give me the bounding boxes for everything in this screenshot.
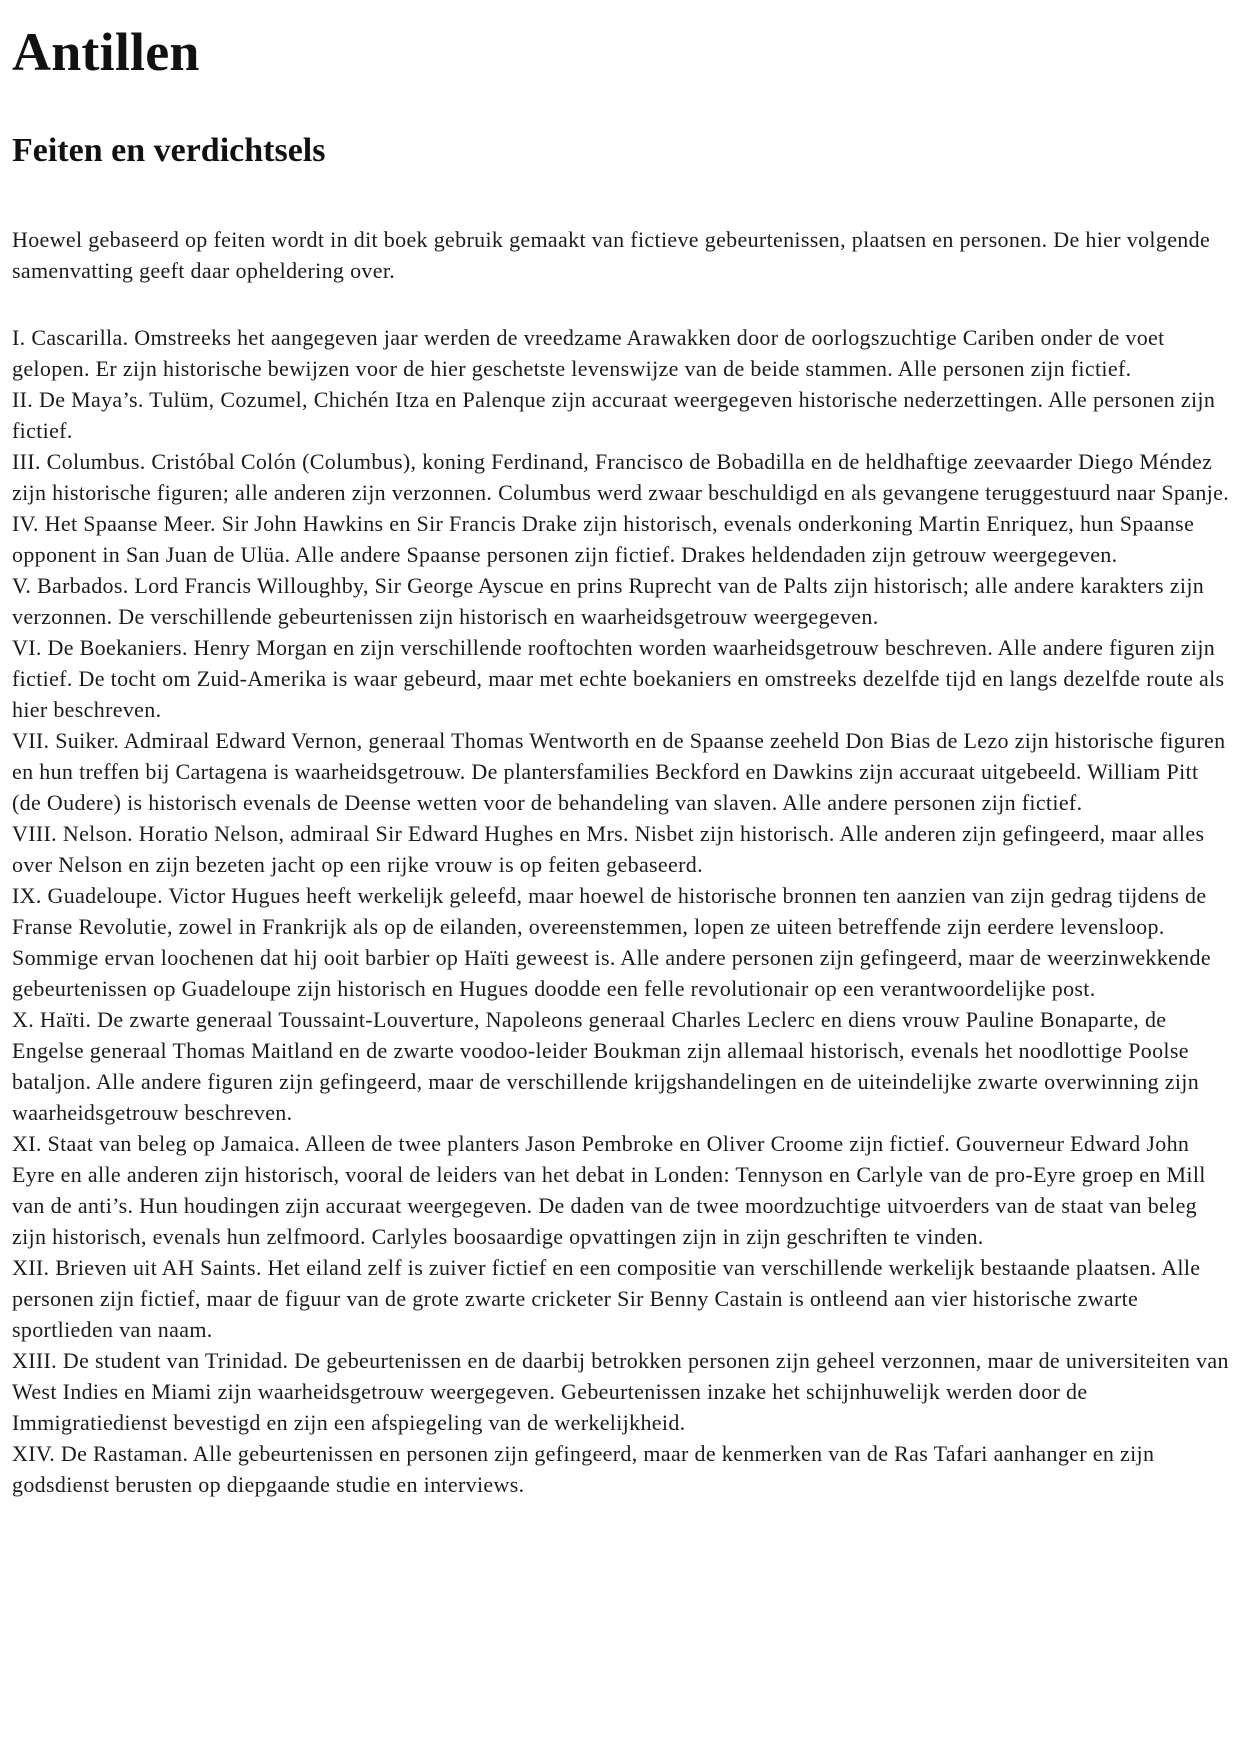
fact-item-8: VIII. Nelson. Horatio Nelson, admiraal Sir Edward Hughes en Mrs. Nisbet zijn historisch. Alle anderen zijn gefingeerd, maar alles over Nelson en zijn bezeten jacht op een rijke vrouw is op feiten gebaseerd.: [12, 821, 1205, 878]
fact-item-13: XIII. De student van Trinidad. De gebeurtenissen en de daarbij betrokken personen zijn geheel verzonnen, maar de universiteiten van West Indies en Miami zijn waarheidsgetrouw weergegeven. Gebeurtenissen inzake het schijnhuwelijk werden door de Immigratiedienst bevestigd en zijn een afspiegeling van de werkelijkheid.: [12, 1348, 1229, 1436]
fact-item-9: IX. Guadeloupe. Victor Hugues heeft werkelijk geleefd, maar hoewel de historische bronnen ten aanzien van zijn gedrag tijdens de Franse Revolutie, zowel in Frankrijk als op de eilanden, overeenstemmen, lopen ze uiteen betreffende zijn eerdere levensloop. Sommige ervan loochenen dat hij ooit barbier op Haïti geweest is. Alle andere personen zijn gefingeerd, maar de weerzinwekkende gebeurtenissen op Guadeloupe zijn historisch en Hugues doodde een felle revolutionair op een verantwoordelijke post.: [12, 883, 1211, 1002]
section-heading: Feiten en verdichtsels: [12, 131, 326, 169]
fact-item-3: III. Columbus. Cristóbal Colón (Columbus), koning Ferdinand, Francisco de Bobadilla en de heldhaftige zeevaarder Diego Méndez zijn historische figuren; alle anderen zijn verzonnen. Columbus werd zwaar beschuldigd en als gevangene teruggestuurd naar Spanje.: [12, 449, 1230, 506]
fact-item-5: V. Barbados. Lord Francis Willoughby, Sir George Ayscue en prins Ruprecht van de Palts zijn historisch; alle andere karakters zijn verzonnen. De verschillende gebeurtenissen zijn historisch en waarheidsgetrouw weergegeven.: [12, 573, 1205, 630]
fact-item-11: XI. Staat van beleg op Jamaica. Alleen de twee planters Jason Pembroke en Oliver Croome zijn fictief. Gouverneur Edward John Eyre en alle anderen zijn historisch, vooral de leiders van het debat in Londen: Tennyson en Carlyle van de pro-Eyre groep en Mill van de anti’s. Hun houdingen zijn accuraat weergegeven. De daden van de twee moordzuchtige uitvoerders van de staat van beleg zijn historisch, evenals hun zelfmoord. Carlyles boosaardige opvattingen zijn in zijn geschriften te vinden.: [12, 1131, 1206, 1250]
fact-item-10: X. Haïti. De zwarte generaal Toussaint-Louverture, Napoleons generaal Charles Leclerc en diens vrouw Pauline Bonaparte, de Engelse generaal Thomas Maitland en de zwarte voodoo-leider Boukman zijn allemaal historisch, evenals het noodlottige Poolse bataljon. Alle andere figuren zijn gefingeerd, maar de verschillende krijgshandelingen en de uiteindelijke zwarte overwinning zijn waarheidsgetrouw beschreven.: [12, 1007, 1200, 1126]
fact-item-2: II. De Maya’s. Tulüm, Cozumel, Chichén Itza en Palenque zijn accuraat weergegeven historische nederzettingen. Alle personen zijn fictief.: [12, 387, 1216, 444]
intro-paragraph: Hoewel gebaseerd op feiten wordt in dit boek gebruik gemaakt van fictieve gebeurtenissen, plaatsen en personen. De hier volgende samenvatting geeft daar opheldering over.: [12, 227, 1211, 284]
page-title: Antillen: [12, 22, 200, 82]
fact-item-6: VI. De Boekaniers. Henry Morgan en zijn verschillende rooftochten worden waarheidsgetrouw beschreven. Alle andere figuren zijn fictief. De tocht om Zuid-Amerika is waar gebeurd, maar met echte boekaniers en omstreeks dezelfde tijd en langs dezelfde route als hier beschreven.: [12, 635, 1225, 723]
fact-item-1: I. Cascarilla. Omstreeks het aangegeven jaar werden de vreedzame Arawakken door de oorlogszuchtige Cariben onder de voet gelopen. Er zijn historische bewijzen voor de hier geschetste levenswijze van de beide stammen. Alle personen zijn fictief.: [12, 325, 1165, 382]
fact-item-4: IV. Het Spaanse Meer. Sir John Hawkins en Sir Francis Drake zijn historisch, evenals onderkoning Martin Enriquez, hun Spaanse opponent in San Juan de Ulüa. Alle andere Spaanse personen zijn fictief. Drakes heldendaden zijn getrouw weergegeven.: [12, 511, 1195, 568]
fact-item-14: XIV. De Rastaman. Alle gebeurtenissen en personen zijn gefingeerd, maar de kenmerken van de Ras Tafari aanhanger en zijn godsdienst berusten op diepgaande studie en interviews.: [12, 1441, 1155, 1498]
fact-item-7: VII. Suiker. Admiraal Edward Vernon, generaal Thomas Wentworth en de Spaanse zeeheld Don Bias de Lezo zijn historische figuren en hun treffen bij Cartagena is waarheidsgetrouw. De plantersfamilies Beckford en Dawkins zijn accuraat uitgebeeld. William Pitt (de Oudere) is historisch evenals de Deense wetten voor de behandeling van slaven. Alle andere personen zijn fictief.: [12, 728, 1226, 816]
fact-item-12: XII. Brieven uit AH Saints. Het eiland zelf is zuiver fictief en een compositie van verschillende werkelijk bestaande plaatsen. Alle personen zijn fictief, maar de figuur van de grote zwarte cricketer Sir Benny Castain is ontleend aan vier historische zwarte sportlieden van naam.: [12, 1255, 1201, 1343]
fact-list: [12, 322, 1230, 1500]
